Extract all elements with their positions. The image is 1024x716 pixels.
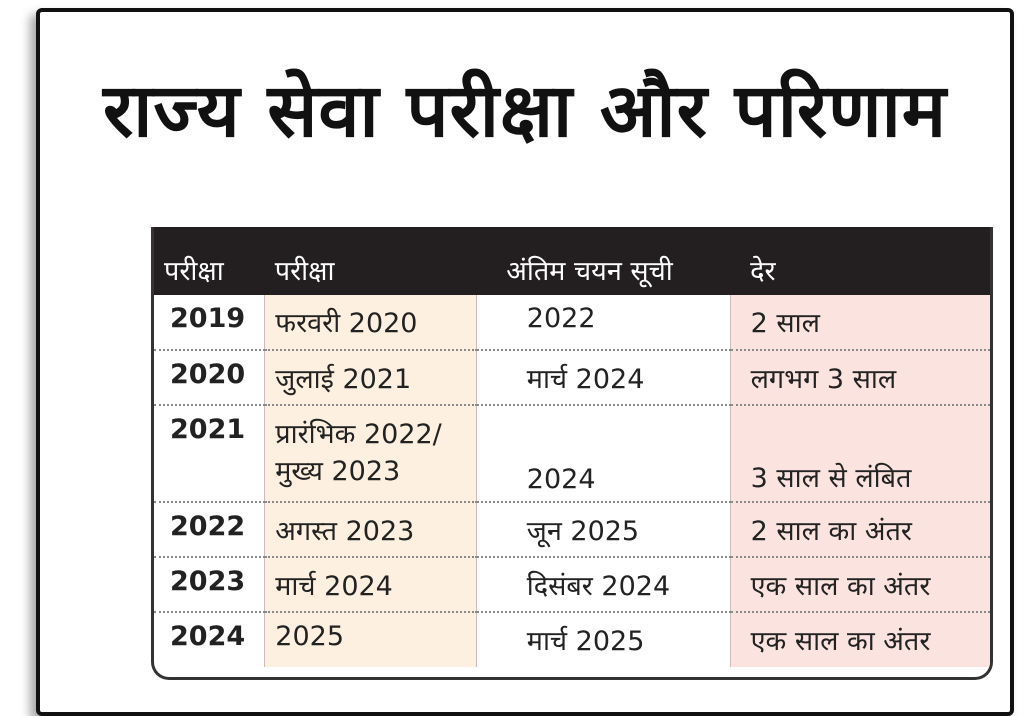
table-header-row (154, 227, 990, 295)
table-row (154, 405, 990, 502)
header-exam-year: परीक्षा (164, 255, 224, 287)
table-row (154, 557, 990, 612)
cell-year: 2022 (154, 502, 265, 557)
cell-year: 2020 (154, 350, 265, 405)
headline: राज्य सेवा परीक्षा और परिणाम (102, 68, 948, 154)
cell-year: 2023 (154, 557, 265, 612)
cell-exam-line: प्रारंभिक 2022/ (275, 419, 442, 450)
cell-exam-line: मुख्य 2023 (275, 456, 401, 487)
cell-exam: फरवरी 2020 (265, 295, 477, 350)
results-table (151, 227, 993, 680)
header-final-list: अंतिम चयन सूची (506, 255, 673, 287)
cell-final-list: दिसंबर 2024 (476, 557, 730, 612)
cell-final-list: मार्च 2025 (526, 626, 645, 657)
cell-year: 2024 (170, 621, 246, 652)
cell-final-list: 2022 (476, 295, 730, 350)
cell-year: 2019 (154, 295, 265, 350)
header-delay: देर (750, 255, 776, 287)
cell-exam: जुलाई 2021 (265, 350, 477, 405)
cell-delay: एक साल का अंतर (730, 557, 990, 612)
cell-exam: 2025 (265, 612, 477, 667)
cell-delay: एक साल का अंतर (730, 612, 990, 667)
news-card (36, 8, 1014, 716)
cell-delay: 2 साल का अंतर (730, 502, 990, 557)
cell-final-list: 2024 (476, 405, 730, 502)
cell-final-list: जून 2025 (476, 502, 730, 557)
cell-delay: 2 साल (730, 295, 990, 350)
table-row (154, 502, 990, 557)
table-row (154, 612, 990, 667)
cell-exam (265, 405, 477, 502)
cell-exam: मार्च 2024 (265, 557, 477, 612)
cell-final-list: मार्च 2024 (476, 350, 730, 405)
cell-delay: 3 साल से लंबित (730, 405, 990, 502)
cell-year: 2021 (154, 405, 265, 502)
table-row (154, 350, 990, 405)
table-row (154, 295, 990, 350)
header-exam-date: परीक्षा (274, 255, 335, 287)
cell-delay: लगभग 3 साल (730, 350, 990, 405)
cell-exam: अगस्त 2023 (265, 502, 477, 557)
